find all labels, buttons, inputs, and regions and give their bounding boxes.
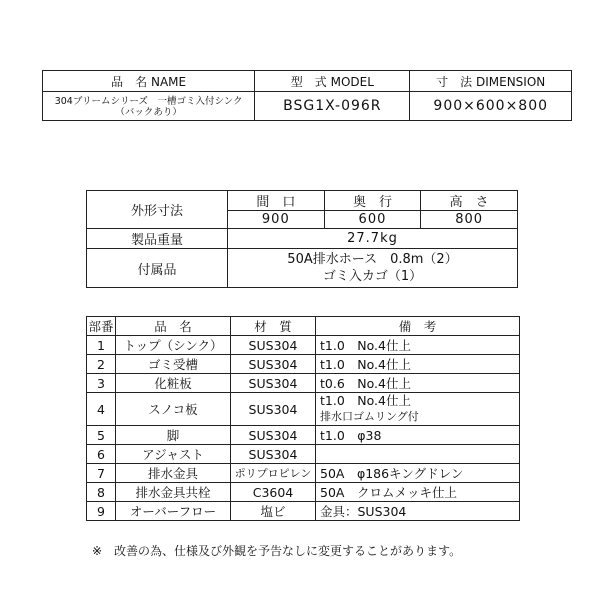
part-name: ゴミ受槽: [116, 355, 231, 374]
part-name: 排水金具共栓: [116, 483, 231, 502]
parts-name-header: 品 名: [116, 317, 231, 336]
table-row: [87, 374, 520, 393]
part-no: 1: [87, 336, 116, 355]
product-name-line2: （バックあり）: [115, 107, 182, 118]
part-no: 7: [87, 464, 116, 483]
parts-table: [86, 316, 520, 521]
product-model: BSG1X-096R: [255, 92, 410, 121]
part-remarks: [316, 445, 520, 464]
part-remarks: t0.6 No.4仕上: [316, 374, 520, 393]
part-name: 排水金具: [116, 464, 231, 483]
part-remarks: [316, 393, 520, 426]
depth-value: 600: [324, 211, 421, 229]
part-no: 9: [87, 502, 116, 521]
part-name: スノコ板: [116, 393, 231, 426]
part-material: SUS304: [231, 336, 316, 355]
table-row: [87, 502, 520, 521]
part-remarks: 50A クロムメッキ仕上: [316, 483, 520, 502]
product-header-table: [42, 70, 572, 121]
depth-label: 奥 行: [324, 191, 421, 211]
weight-label: 製品重量: [87, 229, 228, 249]
spec-table: [86, 190, 518, 288]
part-remarks: t1.0 No.4仕上: [316, 336, 520, 355]
part-remarks: t1.0 No.4仕上: [316, 355, 520, 374]
part-no: 2: [87, 355, 116, 374]
part-name: 脚: [116, 426, 231, 445]
table-row: [87, 355, 520, 374]
table-row: [87, 393, 520, 426]
accessories-label: 付属品: [87, 249, 228, 288]
header-dimension-label: 寸 法 DIMENSION: [410, 71, 572, 92]
part-material: 塩ビ: [231, 502, 316, 521]
part-no: 8: [87, 483, 116, 502]
part-material: C3604: [231, 483, 316, 502]
part-name: トップ（シンク）: [116, 336, 231, 355]
part-material: SUS304: [231, 374, 316, 393]
part-remarks-line2: 排水口ゴムリング付: [320, 410, 419, 423]
part-material: SUS304: [231, 426, 316, 445]
product-dimension: 900×600×800: [410, 92, 572, 121]
part-remarks: 50A φ186キングドレン: [316, 464, 520, 483]
width-value: 900: [228, 211, 325, 229]
part-name: オーバーフロー: [116, 502, 231, 521]
table-row: [87, 426, 520, 445]
width-label: 間 口: [228, 191, 325, 211]
table-row: [87, 336, 520, 355]
product-name: [43, 92, 255, 121]
part-material: SUS304: [231, 393, 316, 426]
parts-remarks-header: 備 考: [316, 317, 520, 336]
weight-value: 27.7kg: [228, 229, 518, 249]
part-no: 3: [87, 374, 116, 393]
parts-no-header: 部番: [87, 317, 116, 336]
part-material: ポリプロピレン: [231, 464, 316, 483]
part-remarks: 金具：SUS304: [316, 502, 520, 521]
table-row: [87, 483, 520, 502]
part-name: アジャスト: [116, 445, 231, 464]
part-name: 化粧板: [116, 374, 231, 393]
disclaimer-note: ※ 改善の為、仕様及び外観を予告なしに変更することがあります。: [92, 544, 462, 558]
accessory-item: 50A排水ホース 0.8m（2）: [287, 252, 458, 267]
part-material: SUS304: [231, 355, 316, 374]
parts-material-header: 材 質: [231, 317, 316, 336]
table-row: [87, 464, 520, 483]
outer-dimension-label: 外形寸法: [87, 191, 228, 229]
accessory-item: ゴミ入カゴ（1）: [322, 269, 423, 284]
part-remarks-line1: t1.0 No.4仕上: [320, 393, 411, 408]
header-model-label: 型 式 MODEL: [255, 71, 410, 92]
part-no: 5: [87, 426, 116, 445]
part-no: 4: [87, 393, 116, 426]
accessories-value: [228, 249, 518, 288]
part-no: 6: [87, 445, 116, 464]
table-row: [87, 445, 520, 464]
height-label: 高 さ: [421, 191, 518, 211]
part-remarks: t1.0 φ38: [316, 426, 520, 445]
part-material: SUS304: [231, 445, 316, 464]
height-value: 800: [421, 211, 518, 229]
header-name-label: 品 名 NAME: [43, 71, 255, 92]
product-name-line1: 304ブリームシリーズ 一槽ゴミ入付シンク: [54, 96, 243, 107]
